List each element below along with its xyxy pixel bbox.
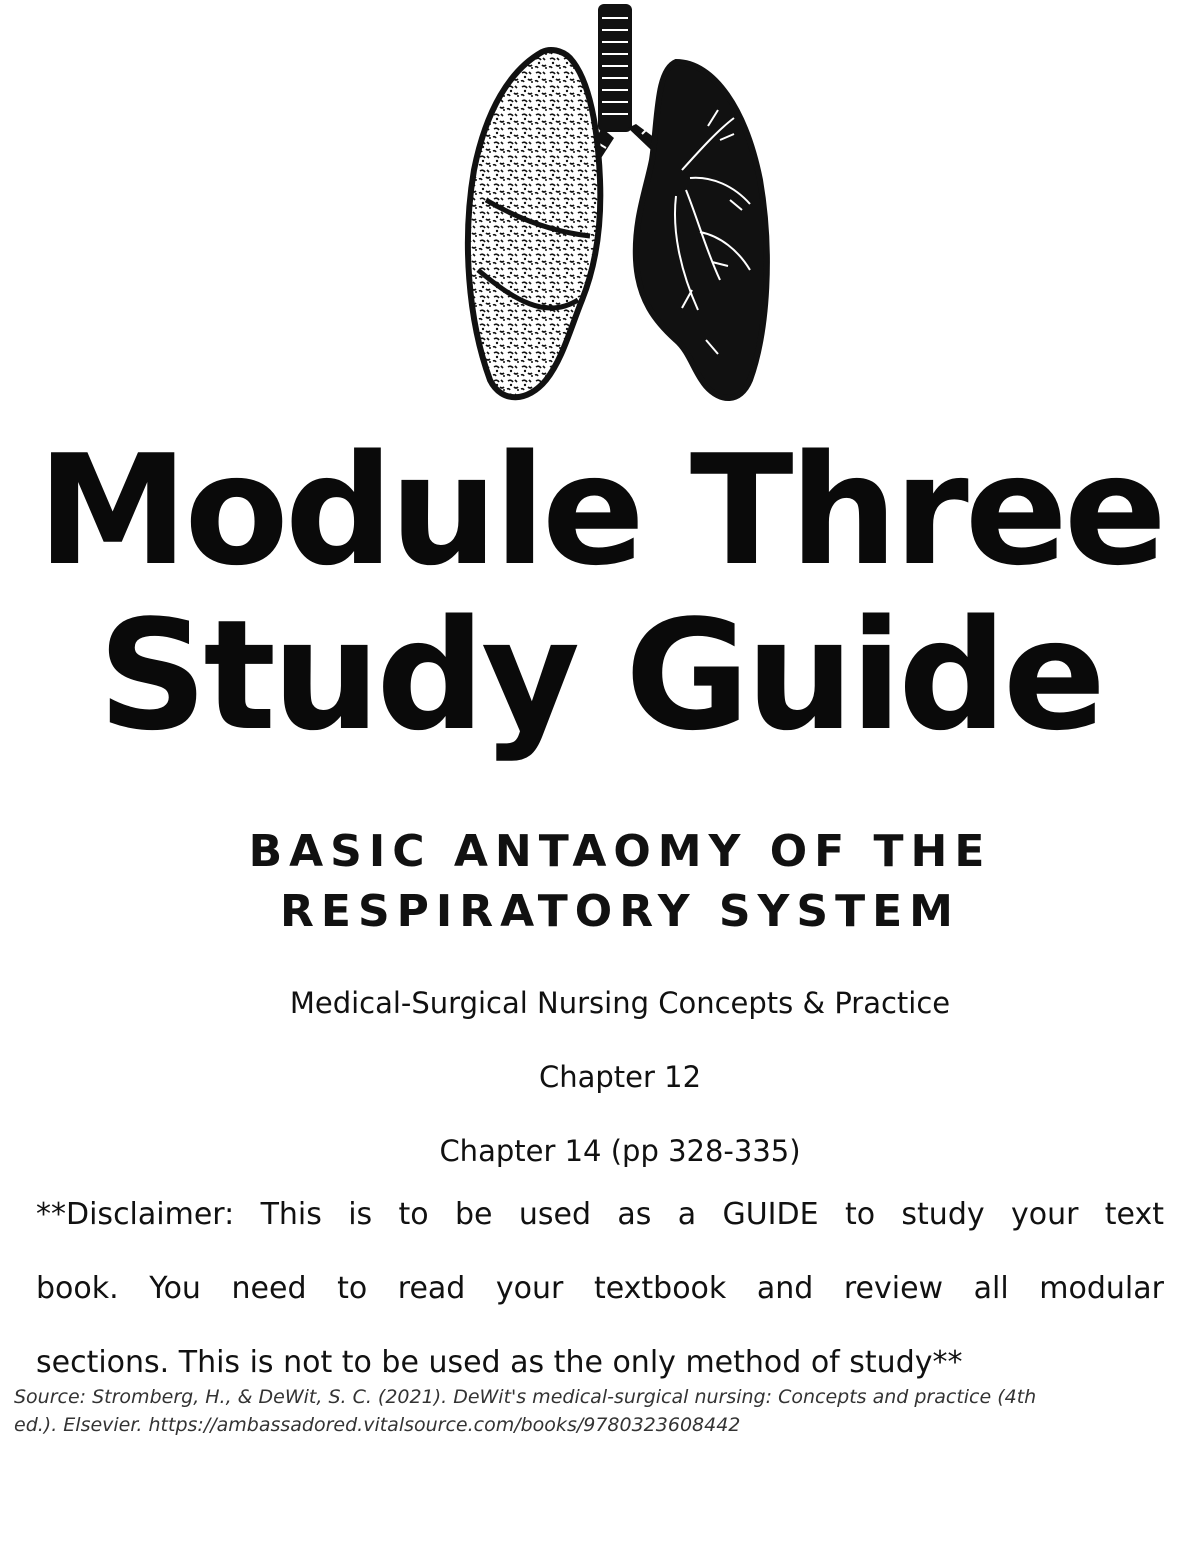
subtitle-line-1: BASIC ANTAOMY OF THE [248,826,992,877]
book-title: Medical-Surgical Nursing Concepts & Practice [289,986,951,1020]
title-line-2: Study Guide [97,587,1103,764]
source-citation-line-1: Source: Stromberg, H., & DeWit, S. C. (2021). DeWit's medical-surgical nursing: Concepts and practice (4th [14,1386,1037,1408]
title-line-1: Module Three [37,422,1163,599]
chapter-reference: Chapter 12 [538,1060,702,1094]
disclaimer-line-3: sections. This is not to be used as the only method of study** [36,1345,963,1380]
subtitle-line-2: RESPIRATORY SYSTEM [280,886,960,937]
source-citation-line-2: ed.). Elsevier. https://ambassadored.vitalsource.com/books/9780323608442 [14,1414,741,1436]
disclaimer-line-2: book. You need to read your textbook and review all modular [36,1271,1164,1306]
chapter-reference: Chapter 14 (pp 328-335) [439,1134,801,1168]
lungs-icon [450,0,780,410]
disclaimer-line-1: **Disclaimer: This is to be used as a GUIDE to study your text [36,1197,1164,1232]
